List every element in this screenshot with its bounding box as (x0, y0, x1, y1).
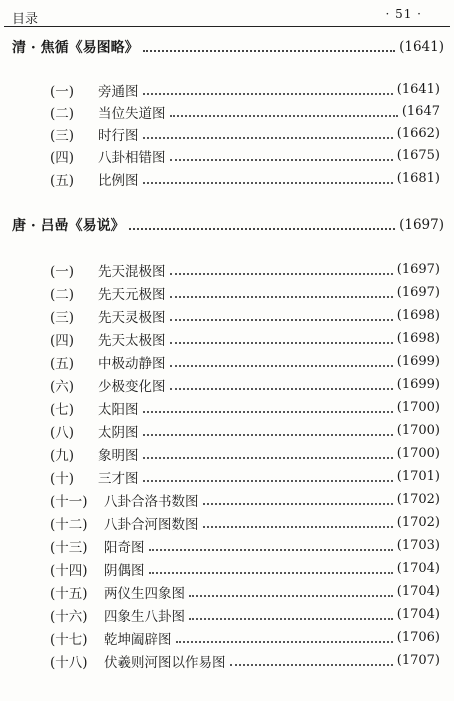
section-page: (1697) (399, 217, 444, 233)
entry-page: (1704) (396, 561, 440, 576)
entry-number: (十) (50, 470, 75, 487)
leader-dots (170, 115, 398, 117)
toc-entry[interactable] (50, 604, 440, 625)
entry-number: (十一) (50, 493, 88, 510)
toc-entry[interactable] (50, 627, 440, 648)
toc-entry[interactable] (50, 259, 440, 280)
leader-dots (143, 50, 395, 52)
toc-entry[interactable] (50, 443, 440, 464)
leader-dots (149, 572, 393, 574)
toc-entry[interactable] (50, 397, 440, 418)
entry-title: 阳奇图 (104, 539, 145, 556)
header-title: 目录 (12, 12, 39, 27)
entry-page: (1706) (396, 630, 440, 645)
entry-page: (1699) (396, 377, 440, 392)
entry-number: (五) (50, 355, 75, 372)
leader-dots (143, 411, 393, 413)
entry-number: (二) (50, 286, 75, 303)
toc-entry[interactable] (50, 512, 440, 533)
leader-dots (176, 641, 393, 643)
entry-title: 先天太极图 (98, 332, 166, 349)
entry-title: 比例图 (98, 172, 139, 189)
entry-page: (1675) (396, 148, 440, 163)
toc-entry[interactable] (50, 79, 440, 100)
entry-number: (九) (50, 447, 75, 464)
entry-number: (一) (50, 83, 75, 100)
section-heading[interactable] (12, 36, 444, 58)
leader-dots (143, 480, 393, 482)
entry-number: (五) (50, 172, 75, 189)
toc-entry[interactable] (50, 558, 440, 579)
toc-entry[interactable] (50, 101, 440, 122)
toc-entry[interactable] (50, 650, 440, 671)
toc-entry[interactable] (50, 535, 440, 556)
entry-page: (1698) (396, 308, 440, 323)
leader-dots (189, 618, 393, 620)
entry-title: 两仪生四象图 (104, 585, 185, 602)
entry-page: (1702) (396, 492, 440, 507)
entry-page: (1704) (396, 584, 440, 599)
entry-page: (1681) (396, 171, 440, 186)
toc-entry[interactable] (50, 305, 440, 326)
entry-page: (1697) (396, 285, 440, 300)
entry-title: 中极动静图 (98, 355, 166, 372)
section-heading[interactable] (12, 214, 444, 236)
section-title: 唐 · 吕喦《易说》 (12, 218, 125, 234)
toc-entry[interactable] (50, 123, 440, 144)
entry-title: 阴偶图 (104, 562, 145, 579)
leader-dots (143, 182, 393, 184)
entry-number: (三) (50, 309, 75, 326)
entry-title: 当位失道图 (98, 105, 166, 122)
entry-title: 先天混极图 (98, 263, 166, 280)
entry-number: (八) (50, 424, 75, 441)
entry-title: 太阳图 (98, 401, 139, 418)
entry-title: 乾坤阖辟图 (104, 631, 172, 648)
entry-number: (一) (50, 263, 75, 280)
leader-dots (149, 549, 393, 551)
leader-dots (143, 434, 393, 436)
entry-title: 少极变化图 (98, 378, 166, 395)
entry-number: (十六) (50, 608, 88, 625)
leader-dots (143, 457, 393, 459)
entry-page: (1703) (396, 538, 440, 553)
leader-dots (203, 503, 393, 505)
entry-number: (七) (50, 401, 75, 418)
entry-number: (十二) (50, 516, 88, 533)
entry-title: 八卦合河图数图 (104, 516, 199, 533)
entry-number: (十七) (50, 631, 88, 648)
entry-title: 四象生八卦图 (104, 608, 185, 625)
toc-entry[interactable] (50, 145, 440, 166)
section-page: (1641) (399, 39, 444, 55)
toc-entry[interactable] (50, 168, 440, 189)
entry-page: (1700) (396, 423, 440, 438)
entry-page: (1641) (396, 82, 440, 97)
entry-title: 八卦相错图 (98, 149, 166, 166)
toc-entry[interactable] (50, 282, 440, 303)
entry-page: (1698) (396, 331, 440, 346)
entry-title: 旁通图 (98, 83, 139, 100)
entry-number: (三) (50, 127, 75, 144)
toc-entry[interactable] (50, 328, 440, 349)
entry-title: 先天灵极图 (98, 309, 166, 326)
leader-dots (143, 137, 393, 139)
leader-dots (170, 388, 393, 390)
entry-page: (1699) (396, 354, 440, 369)
entry-page: (1700) (396, 446, 440, 461)
leader-dots (230, 664, 393, 666)
leader-dots (170, 342, 393, 344)
entry-page: (1662) (396, 126, 440, 141)
leader-dots (170, 159, 393, 161)
entry-page: (1697) (396, 262, 440, 277)
toc-entry[interactable] (50, 581, 440, 602)
leader-dots (189, 595, 393, 597)
header-rule (4, 26, 450, 27)
leader-dots (203, 526, 393, 528)
toc-entry[interactable] (50, 420, 440, 441)
entry-page: (1707) (396, 653, 440, 668)
entry-title: 先天元极图 (98, 286, 166, 303)
entry-title: 太阴图 (98, 424, 139, 441)
entry-page: (1701) (396, 469, 440, 484)
toc-entry[interactable] (50, 351, 440, 372)
entry-title: 伏羲则河图以作易图 (104, 654, 226, 671)
leader-dots (170, 319, 393, 321)
page-number: · 51 · (385, 7, 422, 21)
entry-number: (十八) (50, 654, 88, 671)
entry-page: (1700) (396, 400, 440, 415)
entry-number: (十五) (50, 585, 88, 602)
toc-entry[interactable] (50, 374, 440, 395)
leader-dots (170, 365, 393, 367)
entry-title: 八卦合洛书数图 (104, 493, 199, 510)
entry-page: (1704) (396, 607, 440, 622)
entry-page: (1702) (396, 515, 440, 530)
entry-number: (十三) (50, 539, 88, 556)
leader-dots (170, 296, 393, 298)
entry-number: (四) (50, 332, 75, 349)
entry-number: (六) (50, 378, 75, 395)
entry-page: (1647 (401, 104, 440, 119)
entry-title: 三才图 (98, 470, 139, 487)
leader-dots (129, 228, 395, 230)
entry-title: 时行图 (98, 127, 139, 144)
leader-dots (170, 273, 393, 275)
entry-title: 象明图 (98, 447, 139, 464)
entry-number: (十四) (50, 562, 88, 579)
section-title: 清 · 焦循《易图略》 (12, 40, 139, 56)
page-header (4, 0, 448, 26)
toc-entry[interactable] (50, 466, 440, 487)
entry-number: (二) (50, 105, 75, 122)
leader-dots (143, 93, 393, 95)
toc-entry[interactable] (50, 489, 440, 510)
entry-number: (四) (50, 149, 75, 166)
